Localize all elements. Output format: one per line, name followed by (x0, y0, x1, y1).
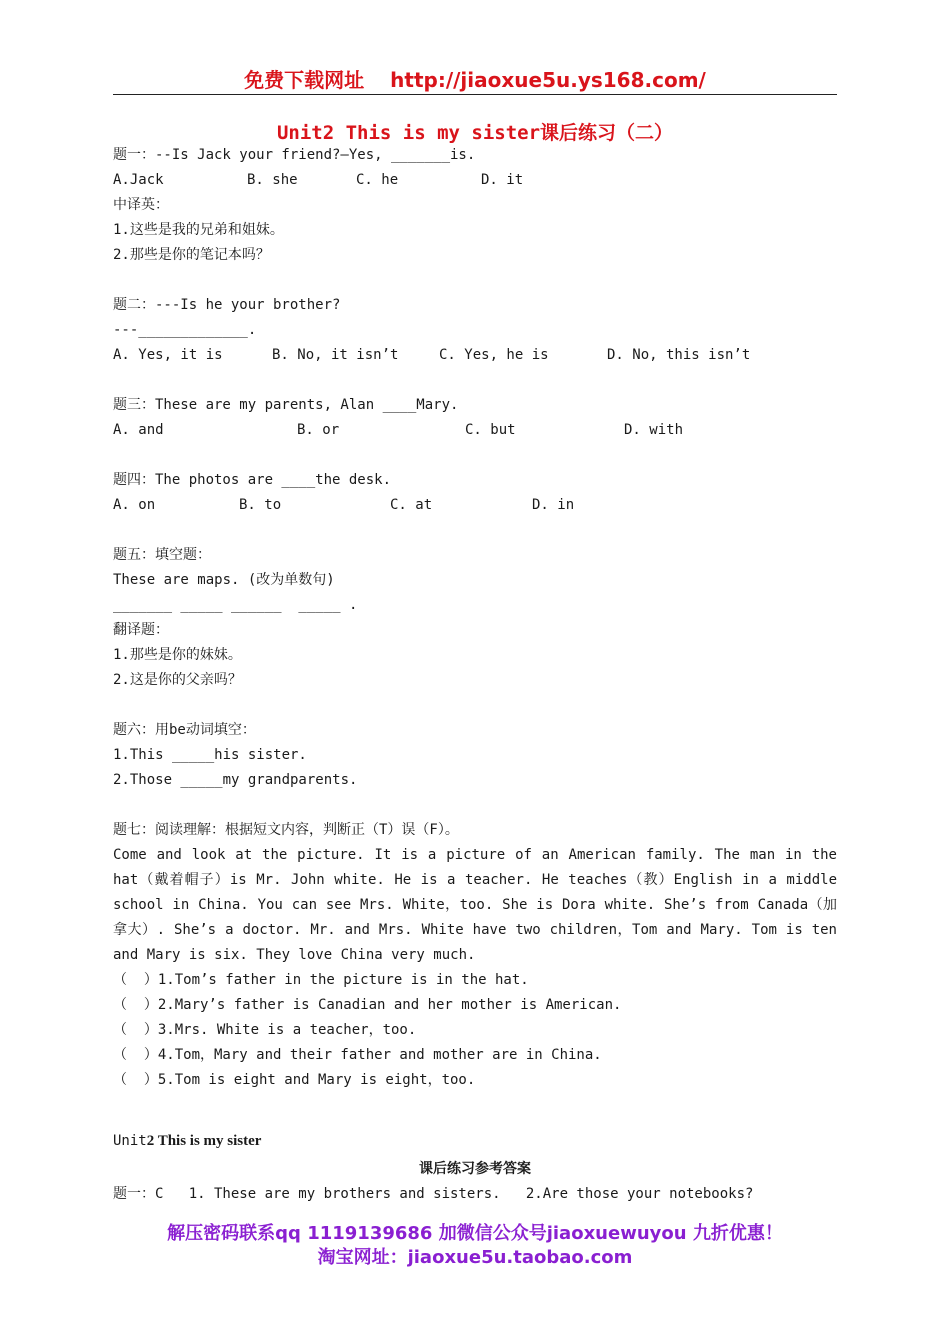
header-divider (113, 94, 837, 95)
unit-title: 2 This is my sister (146, 1133, 262, 1149)
header-label: 免费下载网址 (244, 68, 365, 92)
answers-title: 课后练习参考答案 (419, 1161, 531, 1177)
document-title: Unit2 This is my sister课后练习（二） (276, 122, 674, 144)
option-b: B. she (247, 172, 298, 188)
true-false-statement: （ ）3.Mrs. White is a teacher，too. (113, 1022, 417, 1038)
option-c: C. Yes, he is (439, 347, 549, 363)
passage-line: hat（戴着帽子）is Mr. John white. He is a teacher. He teaches（教）English in a middle (113, 872, 837, 888)
option-d: D. it (481, 172, 524, 188)
page-header (113, 64, 837, 93)
question-4-options (113, 493, 837, 518)
unit-prefix: Unit (113, 1133, 147, 1149)
footer-shop-link[interactable]: 淘宝网址：jiaoxue5u.taobao.com (317, 1247, 633, 1268)
passage-line: school in China. You can see Mrs. White，too. She is Dora white. She’s from Canada（加 (113, 897, 837, 913)
passage-line: Come and look at the picture. It is a picture of an American family. The man in the (113, 847, 837, 863)
true-false-statement: （ ）5.Tom is eight and Mary is eight，too. (113, 1072, 476, 1088)
question-4-stem: 题四：The photos are ____the desk. (113, 472, 392, 488)
passage-line: and Mary is six. They love China very much. (113, 947, 476, 963)
translation-item: 1.这些是我的兄弟和姐妹。 (113, 222, 284, 238)
option-a: A.Jack (113, 172, 164, 188)
question-7-stem: 题七：阅读理解：根据短文内容，判断正（T）误（F）。 (113, 822, 459, 838)
header-url-link[interactable]: http://jiaoxue5u.ys168.com/ (390, 68, 706, 92)
option-a: A. on (113, 497, 156, 513)
question-1-options (113, 168, 837, 193)
question-1-stem: 题一：--Is Jack your friend?—Yes, _______is. (113, 147, 476, 163)
option-d: D. with (624, 422, 684, 438)
question-5-stem: 题五：填空题： (113, 547, 211, 563)
translation-label: 翻译题： (113, 622, 169, 638)
question-3-options (113, 418, 837, 443)
question-2-options (113, 343, 837, 368)
question-5-sentence: These are maps. (改为单数句) (113, 572, 335, 588)
option-d: D. No, this isn’t (607, 347, 751, 363)
fill-item: 2.Those _____my grandparents. (113, 772, 358, 788)
true-false-statement: （ ）1.Tom’s father in the picture is in the hat. (113, 972, 529, 988)
answers-unit-heading (113, 1133, 261, 1150)
option-b: B. to (239, 497, 282, 513)
fill-item: 1.This _____his sister. (113, 747, 307, 763)
option-a: A. Yes, it is (113, 347, 223, 363)
footer-contact: 解压密码联系qq 1119139686 加微信公众号jiaoxuewuyou 九折优惠！ (167, 1223, 783, 1244)
option-a: A. and (113, 422, 164, 438)
translation-item: 2.这是你的父亲吗？ (113, 672, 242, 688)
true-false-statement: （ ）2.Mary’s father is Canadian and her mother is American. (113, 997, 622, 1013)
translation-item: 1.那些是你的妹妹。 (113, 647, 242, 663)
exercise-body (113, 143, 837, 1093)
option-c: C. but (465, 422, 516, 438)
true-false-statement: （ ）4.Tom，Mary and their father and mother are in China. (113, 1047, 602, 1063)
question-5-blanks: _______ _____ ______ _____ . (113, 597, 358, 613)
passage-line: 拿大）. She’s a doctor. Mr. and Mrs. White have two children，Tom and Mary. Tom is ten (113, 922, 837, 938)
question-3-stem: 题三：These are my parents, Alan ____Mary. (113, 397, 459, 413)
option-b: B. or (297, 422, 340, 438)
option-c: C. at (390, 497, 433, 513)
translation-item: 2.那些是你的笔记本吗？ (113, 247, 270, 263)
question-6-stem: 题六：用be动词填空： (113, 722, 256, 738)
option-c: C. he (356, 172, 399, 188)
question-2-answer-line: ---_____________. (113, 322, 257, 338)
option-b: B. No, it isn’t (272, 347, 399, 363)
option-d: D. in (532, 497, 575, 513)
question-2-stem: 题二：---Is he your brother? (113, 297, 341, 313)
answer-line: 题一：C 1. These are my brothers and sisters. 2.Are those your notebooks? (113, 1186, 754, 1202)
translation-label: 中译英： (113, 197, 169, 213)
